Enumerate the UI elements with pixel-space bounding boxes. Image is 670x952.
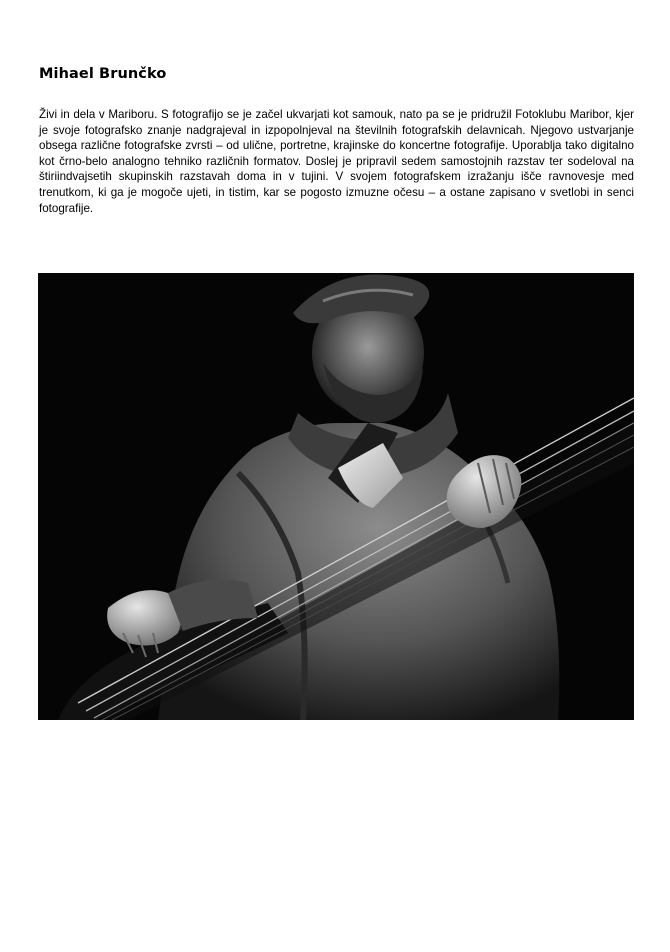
bass-player-photo-drawing: [38, 273, 634, 720]
author-name-heading: Mihael Brunčko: [39, 66, 167, 82]
author-bio-paragraph: Živi in dela v Mariboru. S fotografijo se je začel ukvarjati kot samouk, nato pa se je pridružil Fotoklubu Maribor, kjer je svoje fotografsko znanje nadgrajeval in izpopolnjeval na številnih fotografskih delavnicah. Njegovo ustvarjanje obsega različne fotografske zvrsti – od ulične, portretne, krajinske do koncertne fotografije. Uporablja tako digitalno kot črno-belo analogno tehniko različnih formatov. Doslej je pripravil sedem samostojnih razstav ter sodeloval na štiriindvajsetih skupinskih razstavah doma in v tujini. V svojem fotografskem izražanju išče ravnovesje med trenutkom, ki ga je mogoče ujeti, in tistim, kar se pogosto izmuzne očesu – a ostane zapisano v svetlobi in senci fotografije.: [39, 108, 634, 215]
bass-player-photo: [38, 273, 634, 720]
